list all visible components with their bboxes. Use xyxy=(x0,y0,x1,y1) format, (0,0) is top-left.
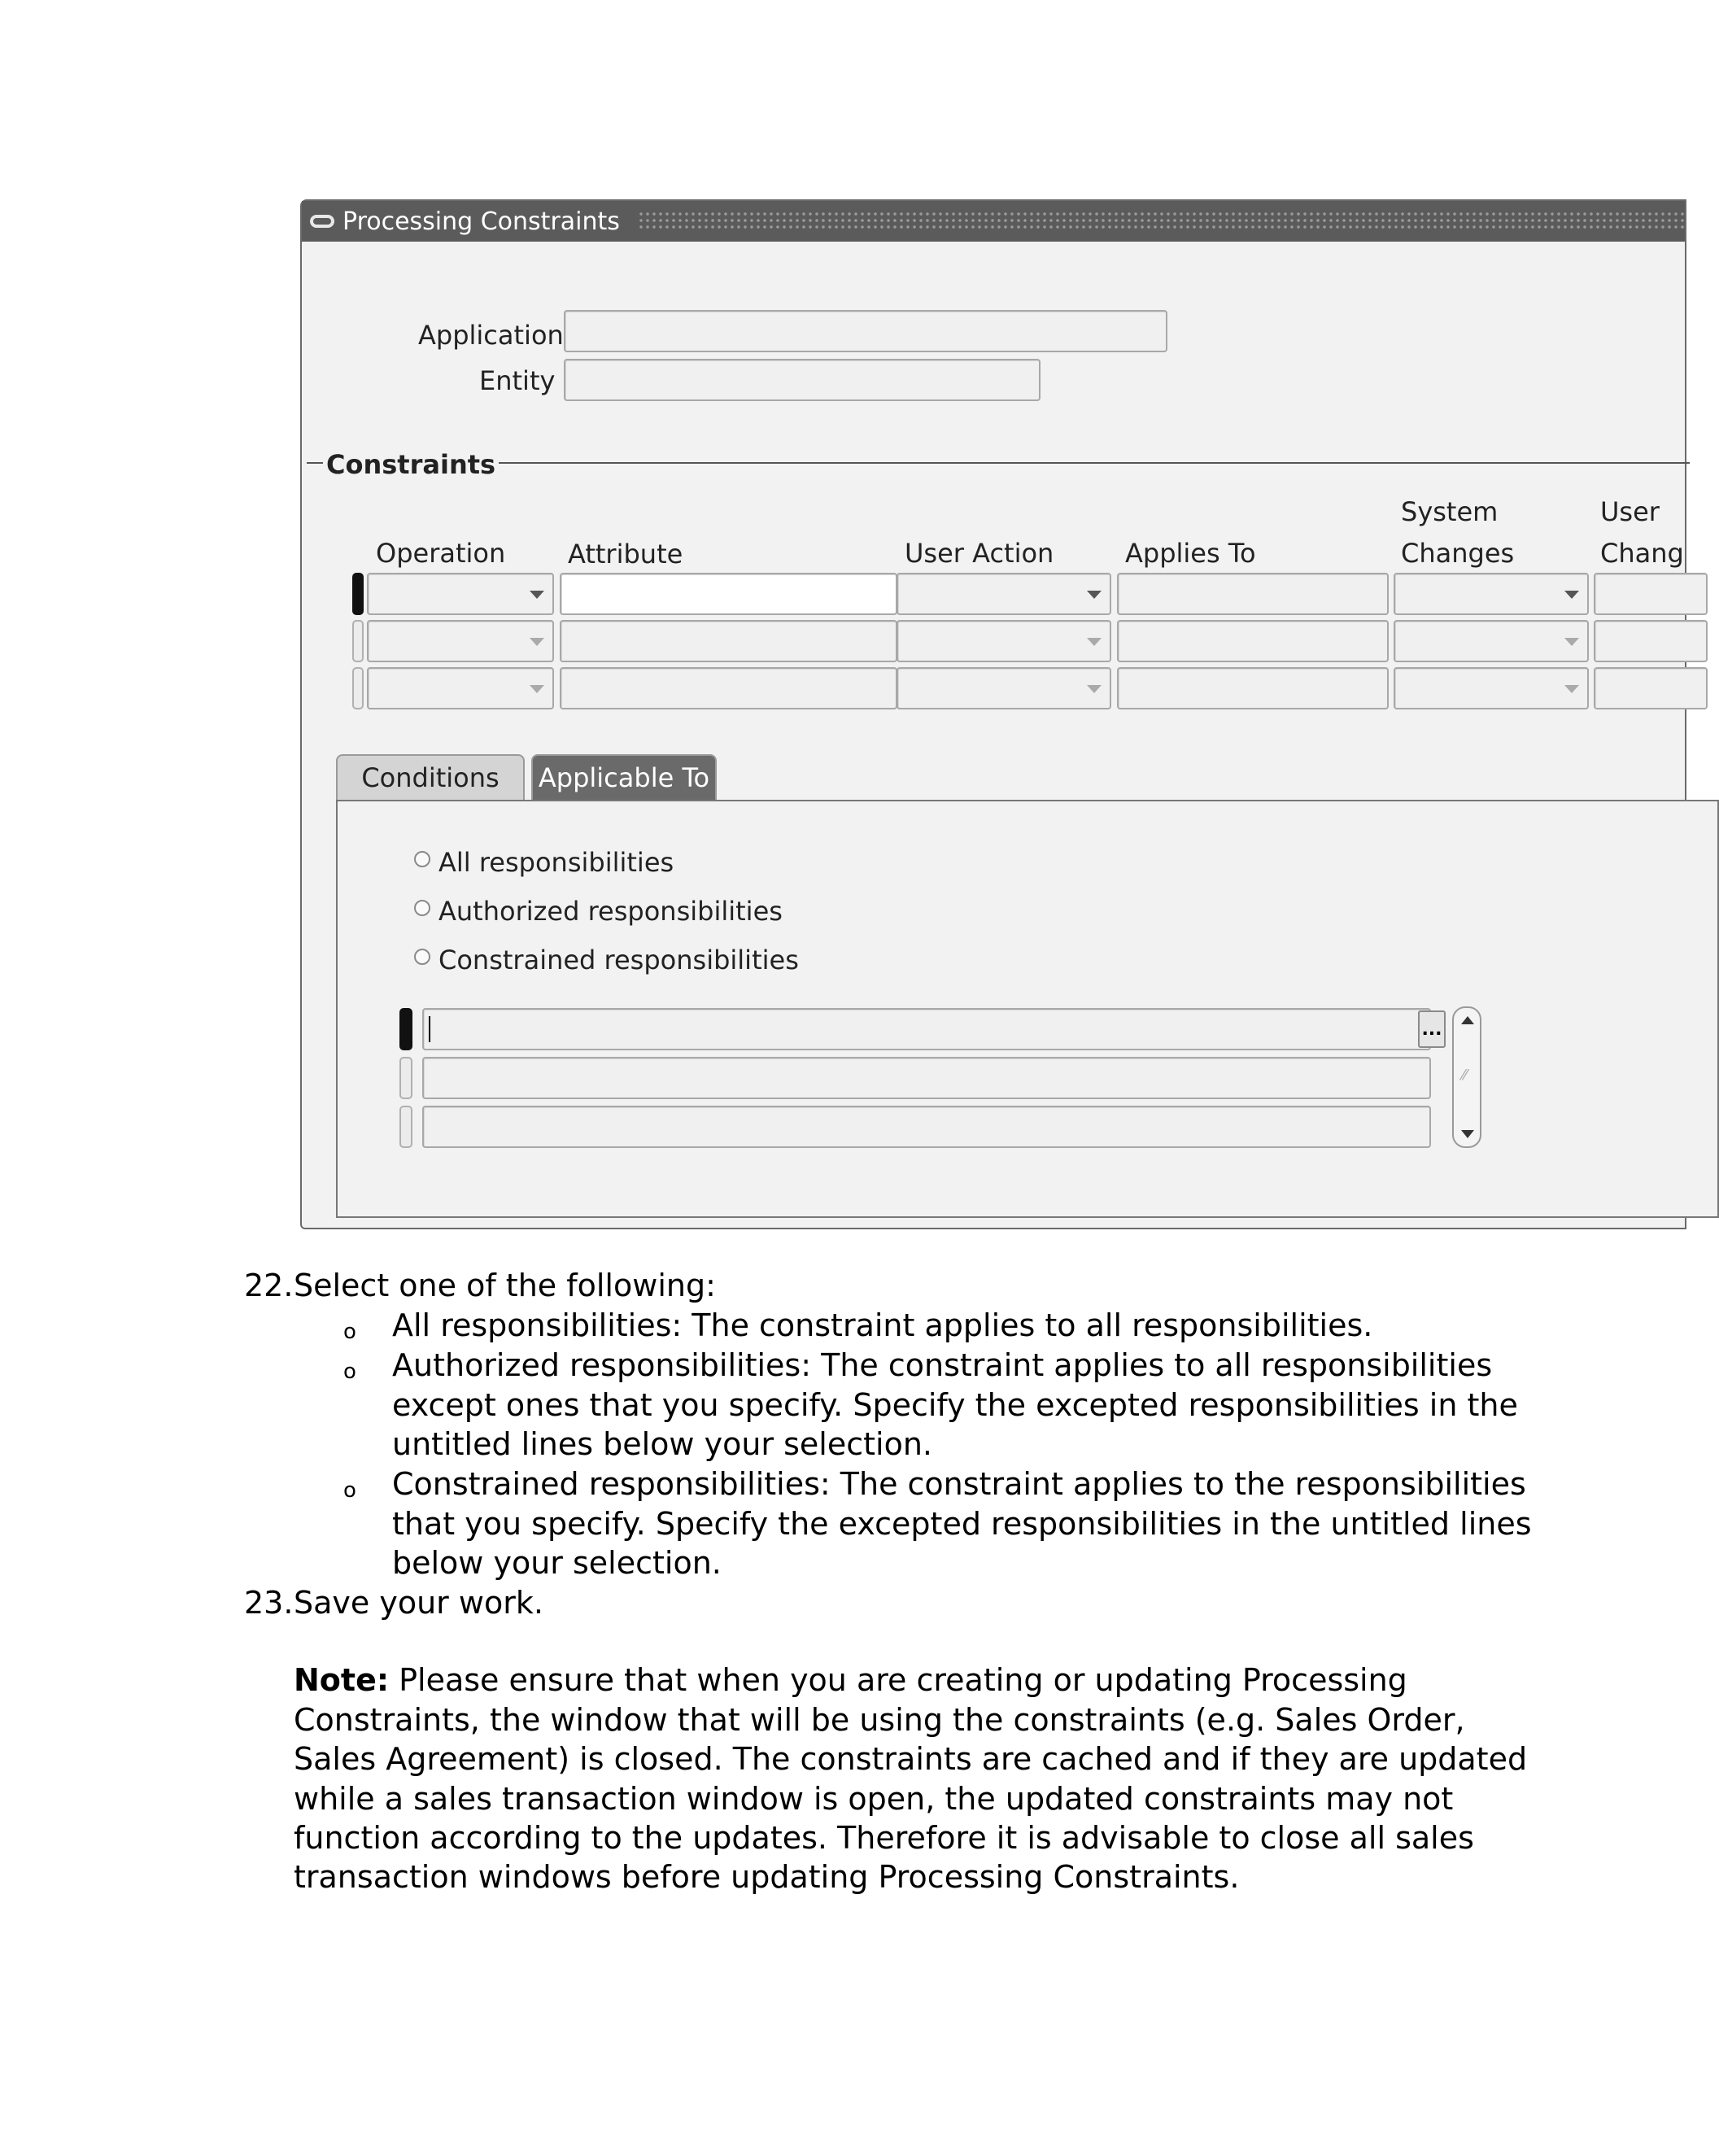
radio-all-label: All responsibilities xyxy=(438,847,674,878)
bullet2-line3: untitled lines below your selection. xyxy=(392,1426,932,1462)
attribute-input[interactable] xyxy=(560,620,897,662)
col-user-changes-line2: Chang xyxy=(1600,538,1684,569)
radio-constrained-responsibilities[interactable] xyxy=(414,945,799,975)
application-label: Application xyxy=(418,320,564,351)
row-indicator-current[interactable] xyxy=(399,1008,412,1050)
vertical-scrollbar[interactable] xyxy=(1452,1006,1481,1148)
chevron-down-icon xyxy=(1564,685,1579,693)
attribute-input[interactable] xyxy=(560,573,897,615)
application-field[interactable] xyxy=(564,310,1167,352)
step-23-text: Save your work. xyxy=(294,1585,543,1621)
col-attribute: Attribute xyxy=(568,539,683,570)
note-line2: Constraints, the window that will be using the constraints (e.g. Sales Order, xyxy=(294,1702,1465,1738)
chevron-down-icon xyxy=(1087,638,1102,646)
chevron-down-icon xyxy=(1087,591,1102,599)
bullet-icon: o xyxy=(343,1478,356,1503)
system-changes-select[interactable] xyxy=(1394,667,1589,709)
col-operation: Operation xyxy=(376,538,506,569)
radio-circle[interactable] xyxy=(414,949,430,965)
lov-button[interactable]: ... xyxy=(1418,1010,1446,1048)
bullet3-line1: Constrained responsibilities: The constraint applies to the responsibilities xyxy=(392,1466,1526,1502)
bullet1-line1: All responsibilities: The constraint applies to all responsibilities. xyxy=(392,1307,1373,1343)
radio-authorized-responsibilities[interactable] xyxy=(414,896,783,927)
tab-applicable-to[interactable]: Applicable To xyxy=(531,754,717,800)
chevron-down-icon xyxy=(1564,638,1579,646)
note-line1-text: Please ensure that when you are creating or updating Processing xyxy=(389,1662,1407,1698)
bullet3-line2: that you specify. Specify the excepted responsibilities in the untitled lines xyxy=(392,1506,1532,1542)
scroll-up-icon[interactable] xyxy=(1461,1016,1474,1024)
col-user-changes-line1: User xyxy=(1600,496,1660,527)
radio-circle[interactable] xyxy=(414,851,430,867)
user-changes-select[interactable] xyxy=(1594,620,1708,662)
operation-select[interactable] xyxy=(367,667,554,709)
text-caret xyxy=(429,1016,430,1042)
note-line1 xyxy=(294,1662,1407,1698)
col-applies-to: Applies To xyxy=(1125,538,1256,569)
attribute-input[interactable] xyxy=(560,667,897,709)
radio-circle[interactable] xyxy=(414,900,430,916)
system-changes-select[interactable] xyxy=(1394,620,1589,662)
radio-authorized-label: Authorized responsibilities xyxy=(438,896,783,927)
bullet2-line1: Authorized responsibilities: The constraint applies to all responsibilities xyxy=(392,1347,1493,1383)
bullet-icon: o xyxy=(343,1360,356,1384)
row-indicator[interactable] xyxy=(352,620,364,662)
radio-constrained-label: Constrained responsibilities xyxy=(438,945,799,975)
oracle-window-icon xyxy=(310,215,334,228)
user-action-select[interactable] xyxy=(897,620,1111,662)
user-changes-select[interactable] xyxy=(1594,667,1708,709)
applies-to-input[interactable] xyxy=(1117,620,1389,662)
col-system-changes-line1: System xyxy=(1401,496,1499,527)
titlebar-pattern xyxy=(638,211,1685,232)
scroll-down-icon[interactable] xyxy=(1461,1130,1474,1138)
chevron-down-icon xyxy=(530,591,544,599)
entity-label: Entity xyxy=(479,365,556,396)
window-titlebar[interactable] xyxy=(302,201,1685,242)
responsibility-input[interactable] xyxy=(422,1106,1431,1148)
bullet3-line3: below your selection. xyxy=(392,1545,722,1581)
chevron-down-icon xyxy=(1087,685,1102,693)
radio-all-responsibilities[interactable] xyxy=(414,847,674,878)
row-indicator-current[interactable] xyxy=(352,573,364,615)
user-action-select[interactable] xyxy=(897,667,1111,709)
note-line5: function according to the updates. Therefore it is advisable to close all sales xyxy=(294,1820,1474,1856)
row-indicator[interactable] xyxy=(399,1057,412,1099)
step-23-number: 23. xyxy=(244,1585,294,1621)
chevron-down-icon xyxy=(1564,591,1579,599)
note-line3: Sales Agreement) is closed. The constraints are cached and if they are updated xyxy=(294,1741,1528,1777)
bullet2-line2: except ones that you specify. Specify the excepted responsibilities in the xyxy=(392,1387,1518,1423)
row-indicator[interactable] xyxy=(352,667,364,709)
step-22-number: 22. xyxy=(244,1268,294,1303)
note-line4: while a sales transaction window is open, the updated constraints may not xyxy=(294,1781,1454,1817)
scroll-grip-icon[interactable]: ⁄⁄ xyxy=(1462,1067,1468,1084)
applies-to-input[interactable] xyxy=(1117,667,1389,709)
constraints-section-title: Constraints xyxy=(323,449,499,480)
step-22-text: Select one of the following: xyxy=(294,1268,716,1303)
col-user-action: User Action xyxy=(905,538,1054,569)
responsibility-input[interactable] xyxy=(422,1008,1431,1050)
processing-constraints-window xyxy=(300,199,1686,1229)
tab-conditions[interactable]: Conditions xyxy=(336,754,525,800)
note-label: Note: xyxy=(294,1662,390,1698)
constraints-divider xyxy=(307,462,1690,464)
user-action-select[interactable] xyxy=(897,573,1111,615)
note-line6: transaction windows before updating Processing Constraints. xyxy=(294,1859,1240,1895)
operation-select[interactable] xyxy=(367,573,554,615)
entity-field[interactable] xyxy=(564,359,1041,401)
system-changes-select[interactable] xyxy=(1394,573,1589,615)
applies-to-input[interactable] xyxy=(1117,573,1389,615)
col-system-changes-line2: Changes xyxy=(1401,538,1515,569)
chevron-down-icon xyxy=(530,685,544,693)
row-indicator[interactable] xyxy=(399,1106,412,1148)
responsibility-input[interactable] xyxy=(422,1057,1431,1099)
bullet-icon: o xyxy=(343,1320,356,1344)
operation-select[interactable] xyxy=(367,620,554,662)
chevron-down-icon xyxy=(530,638,544,646)
user-changes-select[interactable] xyxy=(1594,573,1708,615)
window-title: Processing Constraints xyxy=(342,207,620,236)
